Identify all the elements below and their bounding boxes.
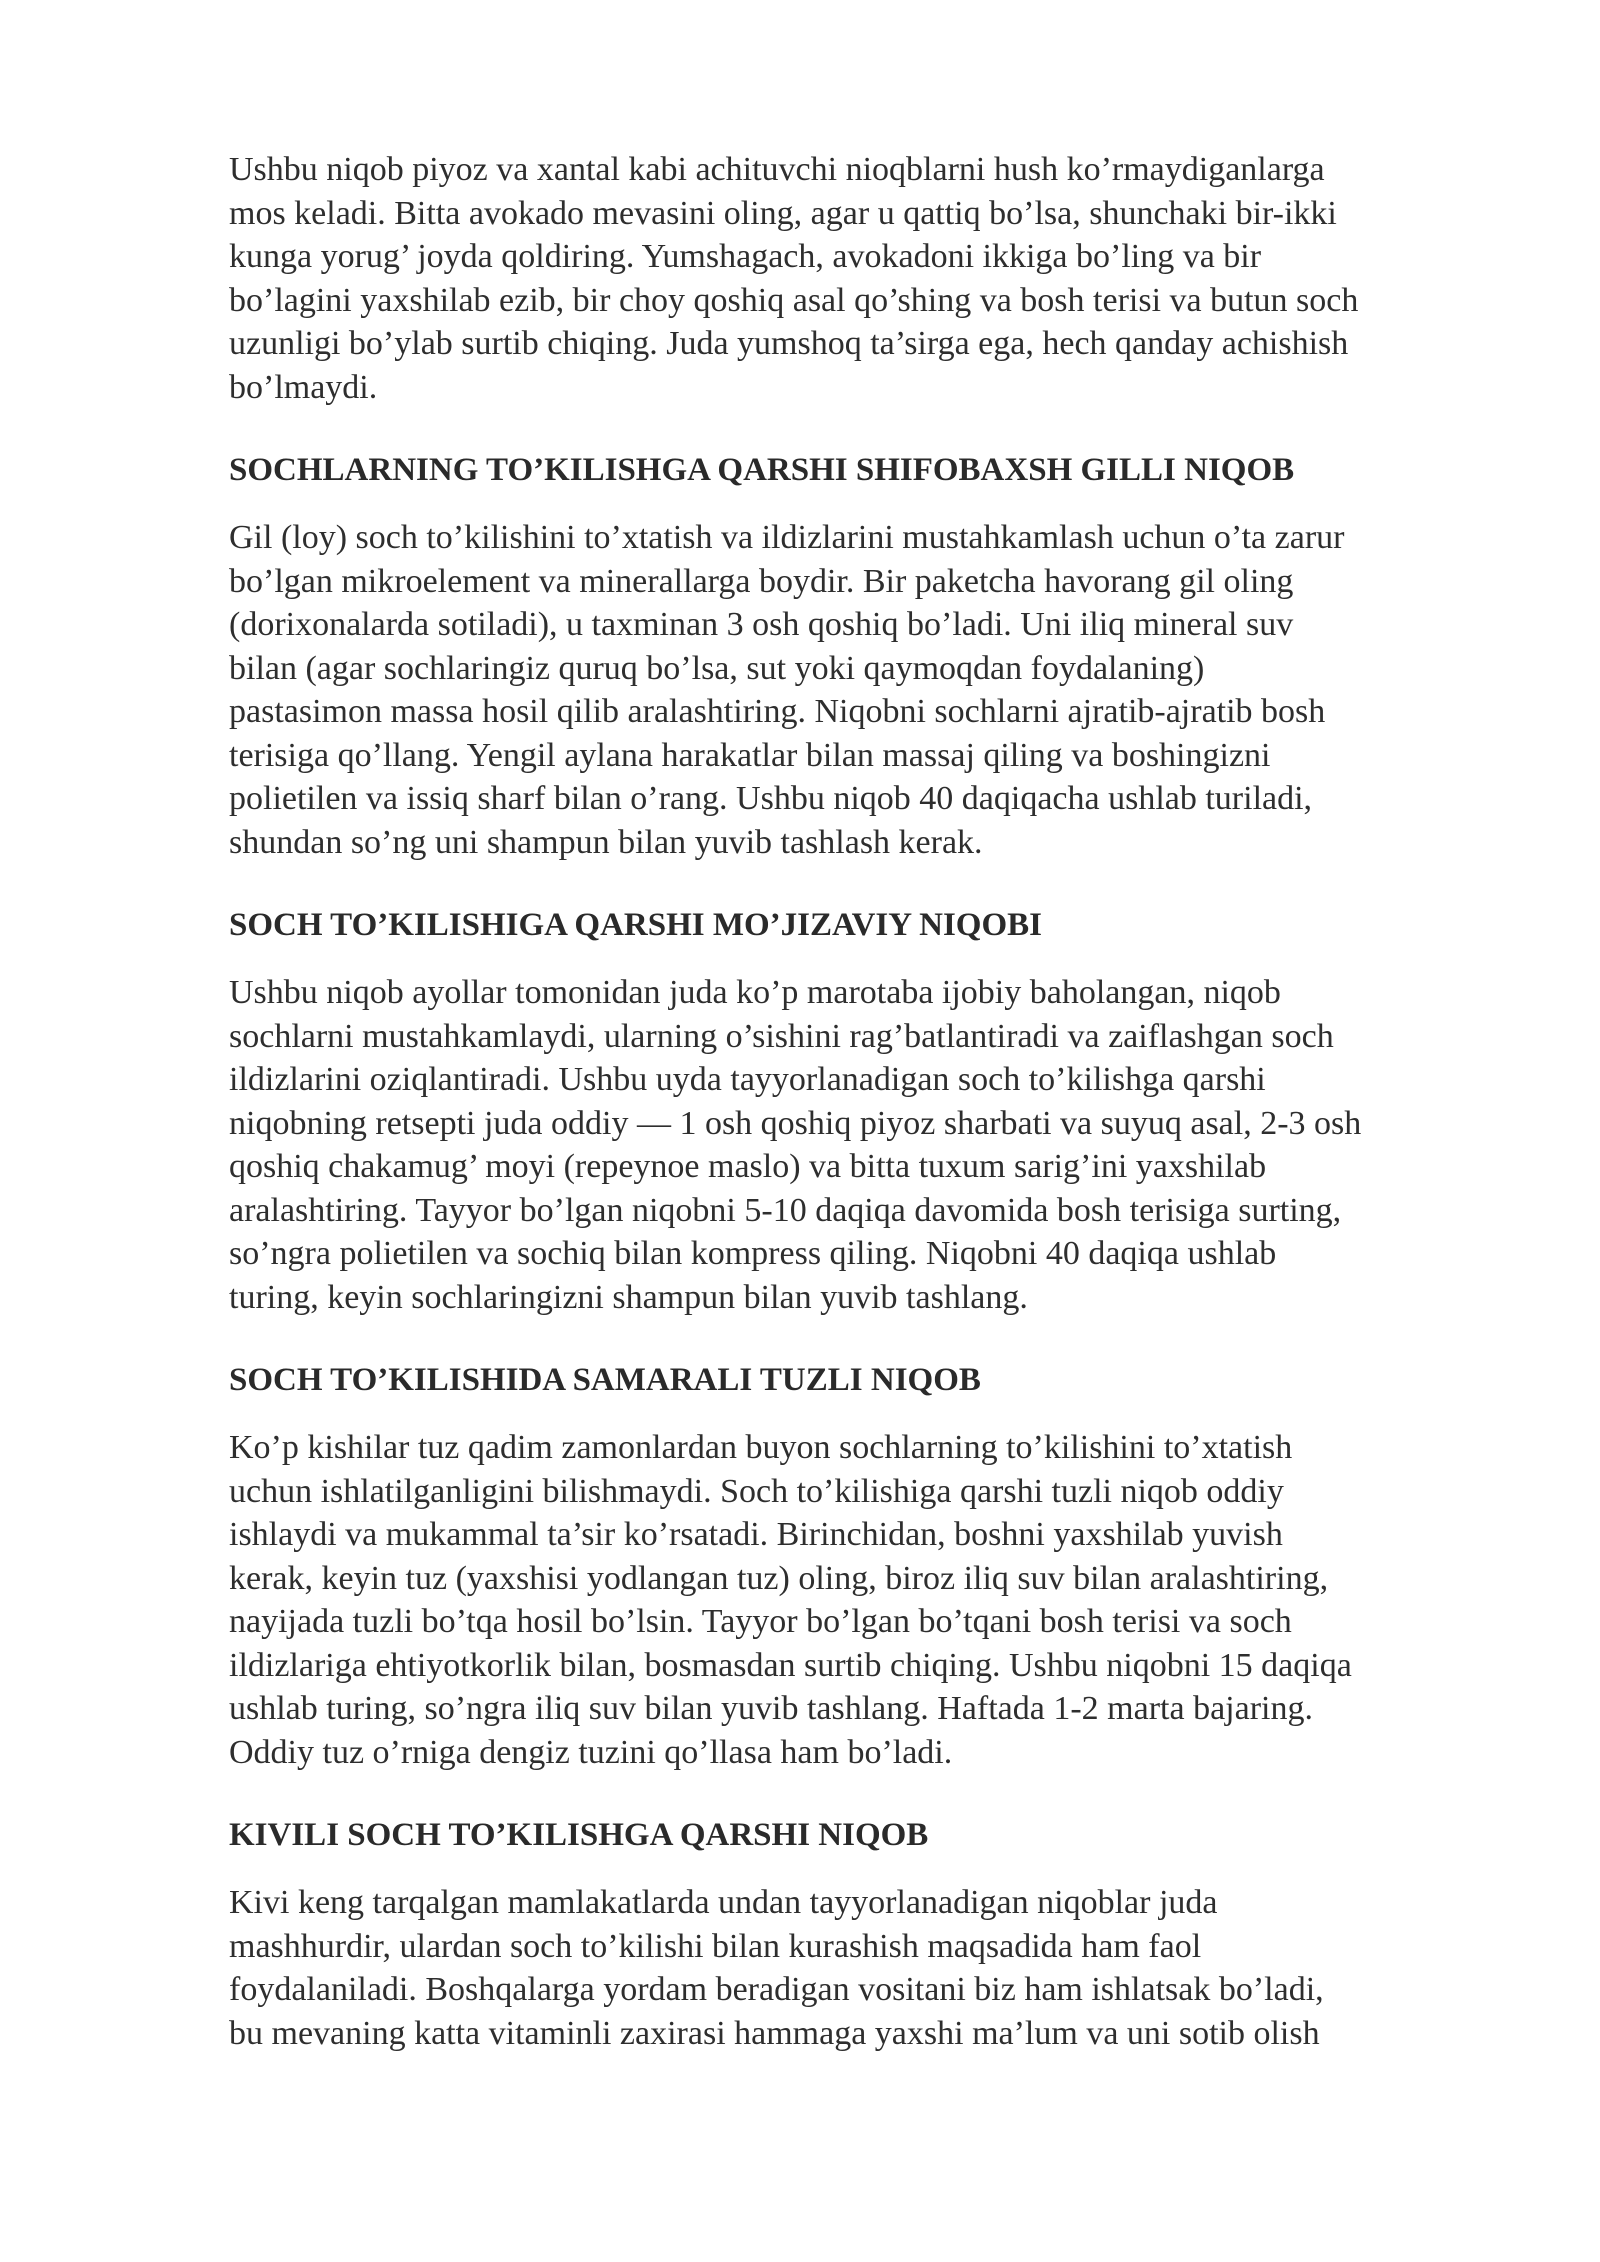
section-paragraph-kiwi-mask: [229, 1881, 1489, 2055]
text-line: bo’lmaydi.: [229, 368, 378, 406]
text-line: Gil (loy) soch to’kilishini to’xtatish va ildizlarini mustahkamlash uchun o’ta zarur: [229, 519, 1345, 556]
text-line: Ko’p kishilar tuz qadim zamonlardan buyon sochlarning to’kilishini to’xtatish: [229, 1429, 1293, 1466]
text-line: shundan so’ng uni shampun bilan yuvib tashlash kerak.: [229, 823, 983, 861]
text-line: qoshiq chakamug’ moyi (repeynoe maslo) va bitta tuxum sarig’ini yaxshilab: [229, 1148, 1267, 1185]
text-line: aralashtiring. Tayyor bo’lgan niqobni 5-10 daqiqa davomida bosh terisiga surting,: [229, 1191, 1342, 1229]
text-line: bo’lgan mikroelement va minerallarga boydir. Bir paketcha havorang gil oling: [229, 562, 1294, 600]
section-paragraph-salt-mask: [229, 1426, 1489, 1774]
text-line: Ushbu niqob ayollar tomonidan juda ko’p marotaba ijobiy baholangan, niqob: [229, 974, 1281, 1011]
text-line: niqobning retsepti juda oddiy — 1 osh qoshiq piyoz sharbati va suyuq asal, 2-3 osh: [229, 1104, 1362, 1142]
text-line: terisiga qo’llang. Yengil aylana harakatlar bilan massaj qiling va boshingizni: [229, 736, 1271, 774]
text-line: mos keladi. Bitta avokado mevasini oling, agar u qattiq bo’lsa, shunchaki bir-ikki: [229, 194, 1337, 232]
text-line: Oddiy tuz o’rniga dengiz tuzini qo’llasa ham bo’ladi.: [229, 1733, 953, 1771]
text-line: (dorixonalarda sotiladi), u taxminan 3 osh qoshiq bo’ladi. Uni iliq mineral suv: [229, 606, 1294, 643]
text-line: ildizlariga ehtiyotkorlik bilan, bosmasdan surtib chiqing. Ushbu niqobni 15 daqiqa: [229, 1646, 1352, 1684]
text-line: bilan (agar sochlaringiz quruq bo’lsa, sut yoki qaymoqdan foydalaning): [229, 649, 1205, 687]
text-line: kerak, keyin tuz (yaxshisi yodlangan tuz) oling, biroz iliq suv bilan aralashtiring,: [229, 1559, 1329, 1597]
section-heading-kiwi-mask: KIVILI SOCH TO’KILISHGA QARSHI NIQOB: [229, 1817, 929, 1853]
text-line: uzunligi bo’ylab surtib chiqing. Juda yumshoq ta’sirga ega, hech qanday achishish: [229, 325, 1349, 362]
text-line: ildizlarini oziqlantiradi. Ushbu uyda tayyorlanadigan soch to’kilishga qarshi: [229, 1061, 1266, 1098]
text-line: uchun ishlatilganligini bilishmaydi. Soch to’kilishiga qarshi tuzli niqob oddiy: [229, 1472, 1284, 1510]
text-line: kunga yorug’ joyda qoldiring. Yumshagach, avokadoni ikkiga bo’ling va bir: [229, 238, 1262, 275]
text-line: so’ngra polietilen va sochiq bilan kompress qiling. Niqobni 40 daqiqa ushlab: [229, 1235, 1277, 1272]
text-line: polietilen va issiq sharf bilan o’rang. Ushbu niqob 40 daqiqacha ushlab turiladi,: [229, 780, 1313, 817]
section-paragraph-clay-mask: [229, 516, 1489, 864]
section-heading-miracle-mask: SOCH TO’KILISHIGA QARSHI MO’JIZAVIY NIQOBI: [229, 907, 1042, 943]
text-line: bu mevaning katta vitaminli zaxirasi hammaga yaxshi ma’lum va uni sotib olish: [229, 2014, 1320, 2052]
intro-paragraph: [229, 148, 1489, 409]
text-line: Ushbu niqob piyoz va xantal kabi achituvchi nioqblarni hush ko’rmaydiganlarga: [229, 151, 1325, 188]
text-line: ushlab turing, so’ngra iliq suv bilan yuvib tashlang. Haftada 1-2 marta bajaring.: [229, 1690, 1313, 1727]
text-line: foydalaniladi. Boshqalarga yordam beradigan vositani biz ham ishlatsak bo’ladi,: [229, 1971, 1324, 2008]
text-line: nayijada tuzli bo’tqa hosil bo’lsin. Tayyor bo’lgan bo’tqani bosh terisi va soch: [229, 1603, 1292, 1640]
text-line: Kivi keng tarqalgan mamlakatlarda undan tayyorlanadigan niqoblar juda: [229, 1884, 1218, 1921]
text-line: mashhurdir, ulardan soch to’kilishi bilan kurashish maqsadida ham faol: [229, 1927, 1202, 1965]
document-page: [229, 148, 1489, 2055]
section-paragraph-miracle-mask: [229, 971, 1489, 1319]
text-line: turing, keyin sochlaringizni shampun bilan yuvib tashlang.: [229, 1278, 1028, 1316]
section-heading-clay-mask: SOCHLARNING TO’KILISHGA QARSHI SHIFOBAXSH GILLI NIQOB: [229, 452, 1295, 488]
text-line: sochlarni mustahkamlaydi, ularning o’sishini rag’batlantiradi va zaiflashgan soch: [229, 1017, 1334, 1055]
text-line: ishlaydi va mukammal ta’sir ko’rsatadi. Birinchidan, boshni yaxshilab yuvish: [229, 1516, 1283, 1553]
text-line: bo’lagini yaxshilab ezib, bir choy qoshiq asal qo’shing va bosh terisi va butun soch: [229, 281, 1359, 319]
section-heading-salt-mask: SOCH TO’KILISHIDA SAMARALI TUZLI NIQOB: [229, 1362, 981, 1398]
text-line: pastasimon massa hosil qilib aralashtiring. Niqobni sochlarni ajratib-ajratib bosh: [229, 693, 1326, 730]
